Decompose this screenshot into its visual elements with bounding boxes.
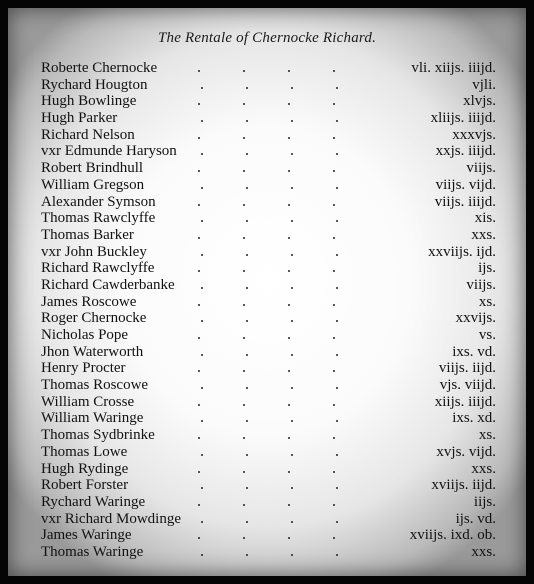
tenant-name: vxr Edmunde Haryson — [41, 143, 177, 160]
leader-dot — [198, 270, 200, 272]
leader-dot — [198, 103, 200, 105]
leader-dots — [198, 360, 368, 377]
leader-dot — [201, 387, 203, 389]
leader-dot — [336, 454, 338, 456]
leader-dot — [246, 454, 248, 456]
leader-dot — [336, 153, 338, 155]
leader-dot — [336, 220, 338, 222]
leader-dots — [198, 527, 368, 544]
leader-dot — [333, 404, 335, 406]
rental-row — [8, 511, 526, 528]
leader-dot — [333, 270, 335, 272]
rent-amount: xliijs. iiijd. — [430, 110, 496, 127]
leader-dots — [198, 427, 368, 444]
tenant-name: Rychard Waringe — [41, 493, 146, 510]
leader-dot — [336, 254, 338, 256]
leader-dot — [333, 70, 335, 72]
leader-dots — [198, 394, 368, 411]
leader-dot — [288, 471, 290, 473]
leader-dot — [246, 487, 248, 489]
rental-row — [8, 477, 526, 494]
rental-row — [8, 277, 526, 294]
tenant-name: Roger Chernocke — [41, 310, 147, 327]
rental-row — [8, 177, 526, 194]
leader-dots — [198, 177, 368, 194]
leader-dots — [198, 77, 368, 94]
leader-dot — [246, 320, 248, 322]
leader-dot — [198, 504, 200, 506]
leader-dot — [291, 320, 293, 322]
leader-dot — [288, 537, 290, 539]
tenant-name: Robert Forster — [41, 477, 129, 494]
tenant-name: William Crosse — [41, 393, 135, 410]
rental-row — [8, 410, 526, 427]
leader-dot — [201, 420, 203, 422]
leader-dot — [291, 287, 293, 289]
leader-dot — [198, 237, 200, 239]
leader-dot — [291, 387, 293, 389]
rental-row — [8, 110, 526, 127]
leader-dot — [243, 270, 245, 272]
leader-dot — [246, 87, 248, 89]
rent-amount: xiijs. iiijd. — [434, 393, 496, 410]
rent-amount: viijs. iijd. — [438, 360, 496, 377]
leader-dots — [198, 210, 368, 227]
leader-dot — [243, 237, 245, 239]
leader-dot — [246, 120, 248, 122]
leader-dots — [198, 461, 368, 478]
leader-dot — [243, 437, 245, 439]
leader-dot — [243, 170, 245, 172]
rent-amount: xxviijs. ijd. — [428, 243, 496, 260]
leader-dot — [198, 437, 200, 439]
leader-dot — [201, 287, 203, 289]
leader-dot — [198, 404, 200, 406]
leader-dots — [198, 260, 368, 277]
leader-dots — [198, 544, 368, 561]
leader-dot — [201, 153, 203, 155]
tenant-name: Alexander Symson — [41, 193, 156, 210]
tenant-name: James Waringe — [41, 527, 132, 544]
leader-dots — [198, 127, 368, 144]
leader-dots — [198, 110, 368, 127]
leader-dot — [291, 153, 293, 155]
leader-dot — [198, 170, 200, 172]
leader-dots — [198, 227, 368, 244]
leader-dot — [198, 70, 200, 72]
tenant-name: Nicholas Pope — [41, 327, 129, 343]
leader-dots — [198, 93, 368, 110]
leader-dot — [288, 137, 290, 139]
tenant-name: Henry Procter — [41, 360, 126, 377]
tenant-name: Thomas Barker — [41, 226, 134, 243]
leader-dot — [201, 487, 203, 489]
leader-dot — [201, 454, 203, 456]
leader-dot — [201, 87, 203, 89]
leader-dots — [198, 494, 368, 511]
leader-dot — [288, 204, 290, 206]
rental-row — [8, 310, 526, 327]
rent-amount: xxvijs. — [455, 310, 496, 327]
rent-amount: ixs. xd. — [452, 410, 496, 427]
tenant-name: vxr Richard Mowdinge — [41, 510, 181, 527]
rent-amount: xs. — [478, 293, 496, 310]
leader-dots — [198, 160, 368, 177]
leader-dot — [336, 487, 338, 489]
leader-dot — [291, 354, 293, 356]
leader-dot — [243, 103, 245, 105]
tenant-name: Richard Nelson — [41, 126, 135, 143]
leader-dot — [246, 187, 248, 189]
leader-dots — [198, 327, 368, 344]
leader-dot — [336, 387, 338, 389]
leader-dot — [333, 103, 335, 105]
tenant-name: Thomas Rawclyffe — [41, 210, 156, 227]
leader-dot — [198, 204, 200, 206]
leader-dot — [201, 254, 203, 256]
leader-dot — [336, 420, 338, 422]
leader-dot — [243, 337, 245, 339]
tenant-name: Roberte Chernocke — [41, 60, 158, 76]
tenant-name: Hugh Parker — [41, 110, 118, 127]
leader-dot — [288, 170, 290, 172]
leader-dot — [333, 304, 335, 306]
leader-dot — [243, 70, 245, 72]
rental-row — [8, 194, 526, 211]
leader-dot — [243, 471, 245, 473]
leader-dots — [198, 444, 368, 461]
rent-amount: ijs. vd. — [455, 510, 496, 527]
leader-dot — [291, 454, 293, 456]
leader-dot — [201, 354, 203, 356]
rent-amount: xvjs. vijd. — [436, 443, 496, 460]
leader-dot — [243, 204, 245, 206]
rental-row — [8, 143, 526, 160]
rental-row — [8, 527, 526, 544]
leader-dot — [333, 170, 335, 172]
tenant-name: Hugh Bowlinge — [41, 93, 137, 110]
leader-dot — [243, 137, 245, 139]
leader-dot — [246, 354, 248, 356]
rent-amount: viijs. vijd. — [435, 176, 496, 193]
leader-dot — [333, 471, 335, 473]
leader-dots — [198, 143, 368, 160]
leader-dot — [201, 521, 203, 523]
rent-amount: xxxvjs. — [452, 126, 496, 143]
rent-amount: xxs. — [471, 226, 496, 243]
rent-amount: xlvjs. — [463, 93, 496, 110]
rent-amount: ijs. — [478, 260, 496, 277]
tenant-name: Jhon Waterworth — [41, 343, 144, 360]
leader-dot — [246, 220, 248, 222]
leader-dots — [198, 194, 368, 211]
rent-amount: vjli. — [472, 76, 496, 93]
leader-dot — [333, 504, 335, 506]
rent-amount: xviijs. ixd. ob. — [409, 527, 496, 544]
leader-dot — [336, 320, 338, 322]
leader-dots — [198, 511, 368, 528]
rental-row — [8, 160, 526, 177]
leader-dot — [246, 420, 248, 422]
leader-dot — [198, 137, 200, 139]
rental-row — [8, 360, 526, 377]
leader-dot — [246, 554, 248, 556]
rental-row — [8, 344, 526, 361]
leader-dot — [201, 187, 203, 189]
tenant-name: vxr John Buckley — [41, 243, 147, 260]
leader-dot — [291, 554, 293, 556]
document-title: The Rentale of Chernocke Richard. — [157, 30, 377, 46]
rental-row — [8, 77, 526, 94]
leader-dots — [198, 344, 368, 361]
rental-row — [8, 494, 526, 511]
rent-amount: ixs. vd. — [452, 343, 496, 360]
leader-dot — [288, 70, 290, 72]
rental-row — [8, 394, 526, 411]
rental-row — [8, 244, 526, 261]
rental-row — [8, 210, 526, 227]
document-page — [8, 8, 526, 576]
tenant-name: Rychard Hougton — [41, 76, 148, 93]
rental-row — [8, 227, 526, 244]
leader-dot — [288, 370, 290, 372]
tenant-name: James Roscowe — [41, 293, 137, 310]
leader-dot — [291, 87, 293, 89]
leader-dot — [198, 471, 200, 473]
tenant-name: William Waringe — [41, 410, 144, 427]
leader-dot — [288, 404, 290, 406]
rental-row — [8, 461, 526, 478]
tenant-name: Hugh Rydinge — [41, 460, 129, 477]
leader-dot — [198, 304, 200, 306]
leader-dot — [288, 337, 290, 339]
tenant-name: Thomas Roscowe — [41, 377, 149, 394]
rental-row — [8, 444, 526, 461]
leader-dot — [243, 537, 245, 539]
leader-dot — [246, 387, 248, 389]
leader-dot — [336, 554, 338, 556]
leader-dot — [201, 320, 203, 322]
leader-dot — [201, 120, 203, 122]
leader-dot — [288, 504, 290, 506]
leader-dots — [198, 277, 368, 294]
leader-dot — [333, 437, 335, 439]
leader-dot — [246, 287, 248, 289]
leader-dot — [288, 103, 290, 105]
leader-dot — [201, 554, 203, 556]
leader-dot — [336, 187, 338, 189]
leader-dots — [198, 377, 368, 394]
leader-dot — [201, 220, 203, 222]
tenant-name: Thomas Lowe — [41, 443, 128, 460]
rental-row — [8, 544, 526, 561]
leader-dots — [198, 477, 368, 494]
leader-dot — [243, 304, 245, 306]
rent-amount: xis. — [474, 210, 496, 227]
leader-dot — [288, 237, 290, 239]
rental-row — [8, 127, 526, 144]
rental-row — [8, 93, 526, 110]
leader-dot — [336, 521, 338, 523]
leader-dot — [291, 420, 293, 422]
rent-amount: xxs. — [471, 543, 496, 560]
leader-dot — [333, 537, 335, 539]
rental-row — [8, 377, 526, 394]
rent-amount: viijs. — [466, 160, 496, 177]
leader-dot — [291, 487, 293, 489]
rent-amount: viijs. — [466, 276, 496, 293]
leader-dot — [291, 187, 293, 189]
tenant-name: Thomas Waringe — [41, 543, 144, 560]
tenant-name: Robert Brindhull — [41, 160, 144, 177]
rent-amount: xviijs. iijd. — [431, 477, 496, 494]
leader-dot — [336, 87, 338, 89]
tenant-name: Richard Rawclyffe — [41, 260, 155, 277]
leader-dot — [291, 254, 293, 256]
leader-dot — [333, 237, 335, 239]
leader-dots — [198, 244, 368, 261]
leader-dot — [246, 254, 248, 256]
leader-dot — [291, 120, 293, 122]
rent-amount: xxjs. iiijd. — [435, 143, 496, 160]
leader-dot — [336, 120, 338, 122]
leader-dot — [291, 220, 293, 222]
rental-row — [8, 327, 526, 344]
leader-dot — [243, 370, 245, 372]
tenant-name: William Gregson — [41, 176, 145, 193]
leader-dot — [246, 153, 248, 155]
leader-dot — [243, 404, 245, 406]
tenant-name: Richard Cawderbanke — [41, 276, 175, 293]
rent-amount: iijs. — [473, 493, 496, 510]
tenant-name: Thomas Sydbrinke — [41, 427, 155, 444]
leader-dot — [333, 137, 335, 139]
rent-amount: xs. — [478, 427, 496, 444]
leader-dots — [198, 294, 368, 311]
leader-dot — [198, 537, 200, 539]
rental-row — [8, 294, 526, 311]
leader-dot — [336, 287, 338, 289]
rent-amount: vs. — [478, 327, 496, 343]
leader-dot — [333, 204, 335, 206]
rental-row — [8, 60, 526, 77]
leader-dot — [288, 304, 290, 306]
leader-dot — [336, 354, 338, 356]
rent-amount: vli. xiijs. iiijd. — [411, 60, 496, 76]
leader-dot — [288, 270, 290, 272]
leader-dot — [243, 504, 245, 506]
leader-dot — [198, 337, 200, 339]
leader-dot — [291, 521, 293, 523]
leader-dots — [198, 310, 368, 327]
rent-amount: viijs. iiijd. — [434, 193, 496, 210]
leader-dot — [333, 370, 335, 372]
leader-dots — [198, 410, 368, 427]
rental-list — [8, 60, 526, 561]
leader-dot — [198, 370, 200, 372]
leader-dot — [288, 437, 290, 439]
rent-amount: xxs. — [471, 460, 496, 477]
leader-dot — [246, 521, 248, 523]
leader-dot — [333, 337, 335, 339]
rental-row — [8, 427, 526, 444]
rent-amount: vjs. viijd. — [439, 377, 496, 394]
rental-row — [8, 260, 526, 277]
leader-dots — [198, 60, 368, 77]
